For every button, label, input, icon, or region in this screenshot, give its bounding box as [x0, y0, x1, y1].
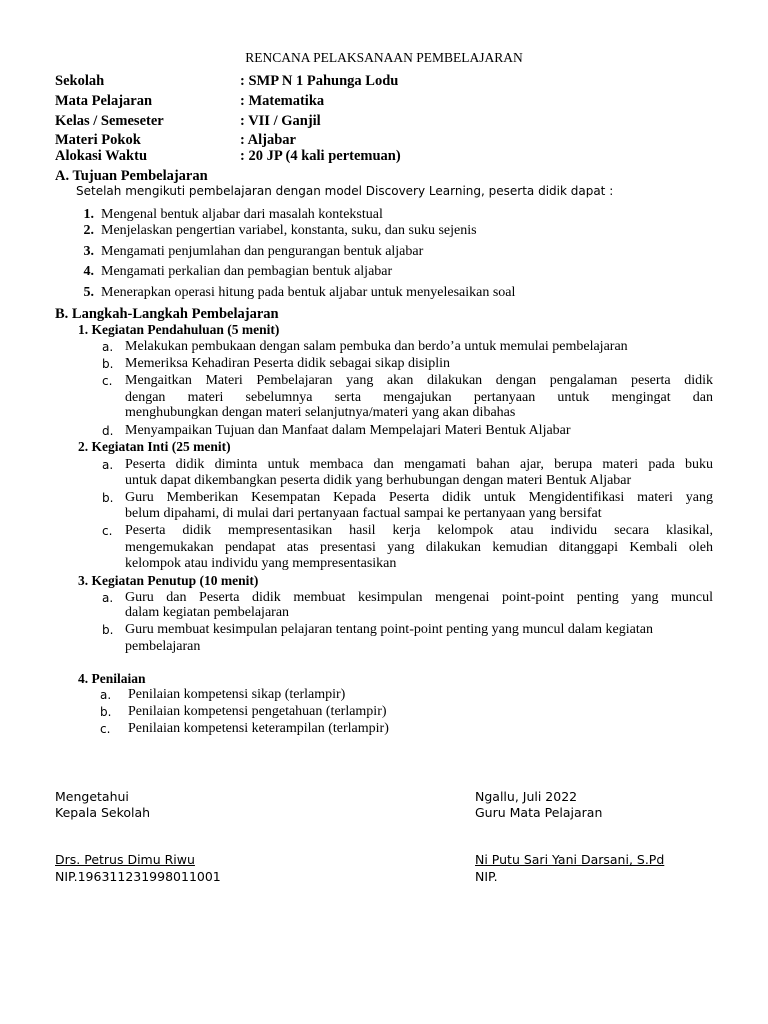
- step-1-item-c-line: Mengaitkan Materi Pembelajaran yang akan dilakukan dengan pengalaman peserta didik: [125, 373, 713, 388]
- step-2-item-b-line: belum dipahami, di mulai dari pertanyaan factual sampai ke pertanyaan yang bersifat: [125, 506, 602, 521]
- step-3-item-b-line: pembelajaran: [125, 639, 201, 654]
- item-marker: a.: [102, 340, 114, 354]
- objective-item: [0, 285, 768, 303]
- objective-item: [0, 223, 768, 241]
- step-1-item-c-line: menghubungkan dengan materi selanjutnya/materi yang akan dibahas: [125, 405, 516, 420]
- item-marker: c.: [102, 524, 113, 538]
- step-2-item-b-line: Guru Memberikan Kesempatan Kepada Peserta didik untuk Mengidentifikasi materi yang: [125, 490, 713, 505]
- step-3-item-a-line: dalam kegiatan pembelajaran: [125, 605, 290, 620]
- step-2-item-a-line: untuk dapat dikembangkan peserta didik yang berhubungan dengan materi Bentuk Aljabar: [125, 473, 632, 488]
- class-label: Kelas / Semeseter: [55, 113, 164, 129]
- item-marker: a.: [100, 688, 112, 702]
- item-marker: d.: [102, 424, 114, 438]
- document-title: RENCANA PELAKSANAAN PEMBELAJARAN: [245, 50, 523, 65]
- item-marker: a.: [102, 458, 114, 472]
- item-text: Memeriksa Kehadiran Peserta didik sebagai sikap disiplin: [125, 356, 451, 371]
- class-value: : VII / Ganjil: [240, 113, 321, 129]
- step-1-item-c-line: dengan materi sebelumnya serta mengajukan pertanyaan untuk mengingat dan: [125, 390, 713, 405]
- signature-right-nip: NIP.: [475, 869, 498, 884]
- item-text: Penilaian kompetensi keterampilan (terlampir): [128, 721, 389, 736]
- item-marker: b.: [102, 491, 114, 505]
- section-a-intro: Setelah mengikuti pembelajaran dengan model Discovery Learning, peserta didik dapat :: [76, 184, 614, 198]
- step-2-item-c-line: kelompok atau individu yang mempresentasikan: [125, 556, 397, 571]
- item-marker: c.: [100, 722, 111, 736]
- item-text: Melakukan pembukaan dengan salam pembuka dan berdo’a untuk memulai pembelajaran: [125, 339, 628, 354]
- step-1-item-a: [0, 339, 768, 357]
- step-4-item-c: [0, 721, 768, 739]
- signature-left-line2: Kepala Sekolah: [55, 805, 151, 820]
- step-4-item-a: [0, 687, 768, 705]
- objective-text: Mengamati perkalian dan pembagian bentuk aljabar: [101, 264, 393, 279]
- objective-text: Menerapkan operasi hitung pada bentuk aljabar untuk menyelesaikan soal: [101, 285, 516, 300]
- subject-label: Mata Pelajaran: [55, 93, 153, 109]
- signature-left-line1: Mengetahui: [55, 789, 129, 804]
- item-text: Penilaian kompetensi pengetahuan (terlampir): [128, 704, 387, 719]
- step-4-item-b: [0, 704, 768, 722]
- signature-right-name: Ni Putu Sari Yani Darsani, S.Pd: [475, 852, 665, 867]
- school-label: Sekolah: [55, 73, 105, 89]
- objective-text: Menjelaskan pengertian variabel, konstanta, suku, dan suku sejenis: [101, 223, 477, 238]
- step-4-heading: 4. Penilaian: [78, 671, 146, 686]
- item-text: Penilaian kompetensi sikap (terlampir): [128, 687, 346, 702]
- signature-left-nip: NIP.196311231998011001: [55, 869, 221, 884]
- school-value: : SMP N 1 Pahunga Lodu: [240, 73, 399, 89]
- item-marker: a.: [102, 591, 114, 605]
- objective-number: 5.: [83, 285, 94, 300]
- objective-number: 4.: [83, 264, 94, 279]
- step-3-heading: 3. Kegiatan Penutup (10 menit): [78, 573, 259, 588]
- item-marker: b.: [102, 357, 114, 371]
- objective-text: Mengamati penjumlahan dan pengurangan bentuk aljabar: [101, 244, 424, 259]
- time-label: Alokasi Waktu: [55, 148, 148, 164]
- item-marker: c.: [102, 374, 113, 388]
- objective-item: [0, 244, 768, 262]
- step-2-item-c-line: mengemukakan pendapat atas presentasi yang dilakukan kemudian ditanggapi Kembali oleh: [125, 540, 713, 555]
- step-2-heading: 2. Kegiatan Inti (25 menit): [78, 439, 231, 454]
- step-3-item-a-line: Guru dan Peserta didik membuat kesimpulan mengenai point-point penting yang muncul: [125, 590, 713, 605]
- step-2-item-c-line: Peserta didik mempresentasikan hasil kerja kelompok atau individu secara klasikal,: [125, 523, 713, 538]
- section-a-heading: A. Tujuan Pembelajaran: [55, 168, 208, 184]
- subject-value: : Matematika: [240, 93, 325, 109]
- step-1-heading: 1. Kegiatan Pendahuluan (5 menit): [78, 322, 280, 337]
- time-value: : 20 JP (4 kali pertemuan): [240, 148, 401, 164]
- objective-text: Mengenal bentuk aljabar dari masalah kontekstual: [101, 207, 383, 222]
- objective-number: 2.: [83, 223, 94, 238]
- objective-number: 3.: [83, 244, 94, 259]
- topic-value: : Aljabar: [240, 132, 296, 148]
- signature-left-name: Drs. Petrus Dimu Riwu: [55, 852, 195, 867]
- item-marker: b.: [100, 705, 112, 719]
- item-marker: b.: [102, 623, 114, 637]
- objective-item: [0, 264, 768, 282]
- step-3-item-b-line: Guru membuat kesimpulan pelajaran tentang point-point penting yang muncul dalam kegiatan: [125, 622, 653, 637]
- step-2-item-a-line: Peserta didik diminta untuk membaca dan mengamati bahan ajar, berupa materi pada buku: [125, 457, 713, 472]
- signature-right-line1: Ngallu, Juli 2022: [475, 789, 578, 804]
- step-1-item-b: [0, 356, 768, 374]
- topic-label: Materi Pokok: [55, 132, 141, 148]
- signature-right-line2: Guru Mata Pelajaran: [475, 805, 603, 820]
- section-b-heading: B. Langkah-Langkah Pembelajaran: [55, 306, 279, 322]
- objective-number: 1.: [83, 207, 94, 222]
- item-text: Menyampaikan Tujuan dan Manfaat dalam Mempelajari Materi Bentuk Aljabar: [125, 423, 571, 438]
